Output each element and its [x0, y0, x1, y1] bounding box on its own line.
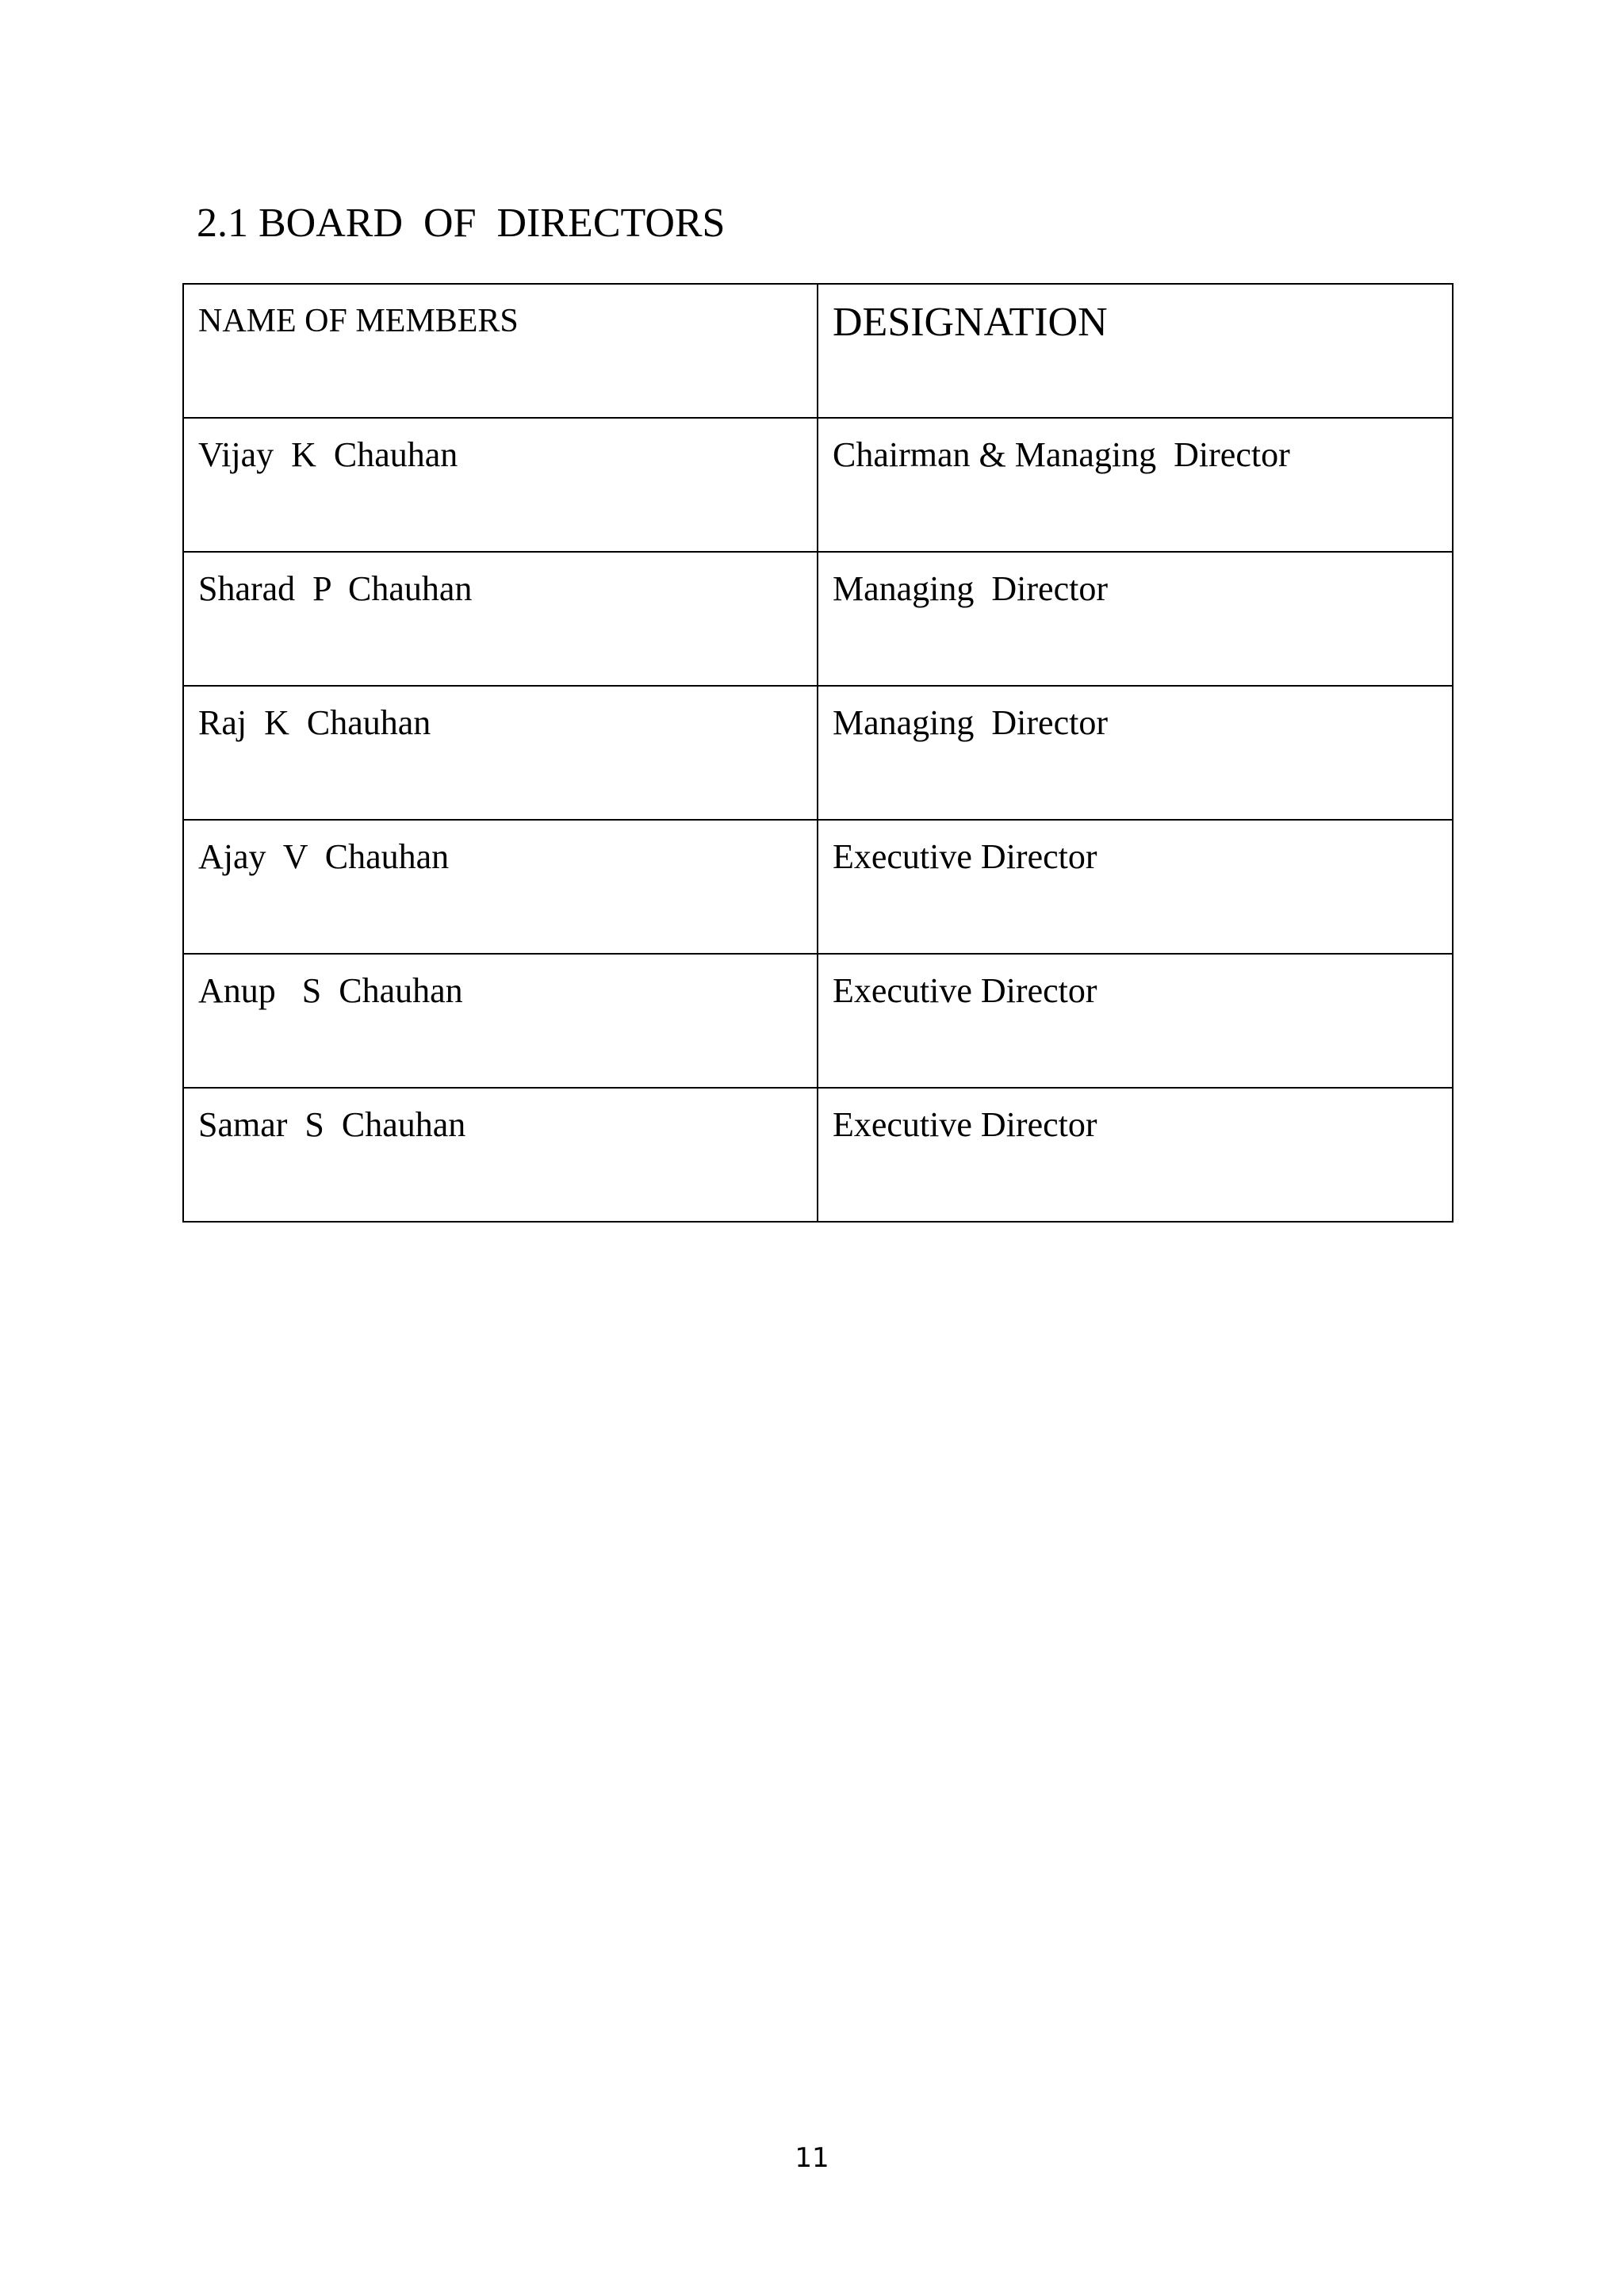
- member-designation: Executive Director: [818, 1088, 1453, 1222]
- member-name: Raj K Chauhan: [183, 686, 818, 820]
- table-header-row: [183, 284, 1453, 418]
- member-designation: Chairman & Managing Director: [818, 418, 1453, 552]
- member-name: Vijay K Chauhan: [183, 418, 818, 552]
- board-of-directors-table: [182, 283, 1454, 1223]
- member-name: Ajay V Chauhan: [183, 820, 818, 954]
- column-header-designation: DESIGNATION: [818, 284, 1453, 418]
- page-number: 11: [795, 2142, 829, 2174]
- member-designation: Executive Director: [818, 820, 1453, 954]
- table-row: [183, 820, 1453, 954]
- table-row: [183, 418, 1453, 552]
- member-designation: Managing Director: [818, 686, 1453, 820]
- table-row: [183, 552, 1453, 686]
- table-row: [183, 954, 1453, 1088]
- section-title: 2.1 BOARD OF DIRECTORS: [197, 201, 726, 246]
- table-row: [183, 1088, 1453, 1222]
- member-designation: Managing Director: [818, 552, 1453, 686]
- column-header-name: NAME OF MEMBERS: [183, 284, 818, 418]
- member-designation: Executive Director: [818, 954, 1453, 1088]
- member-name: Anup S Chauhan: [183, 954, 818, 1088]
- table-row: [183, 686, 1453, 820]
- member-name: Sharad P Chauhan: [183, 552, 818, 686]
- member-name: Samar S Chauhan: [183, 1088, 818, 1222]
